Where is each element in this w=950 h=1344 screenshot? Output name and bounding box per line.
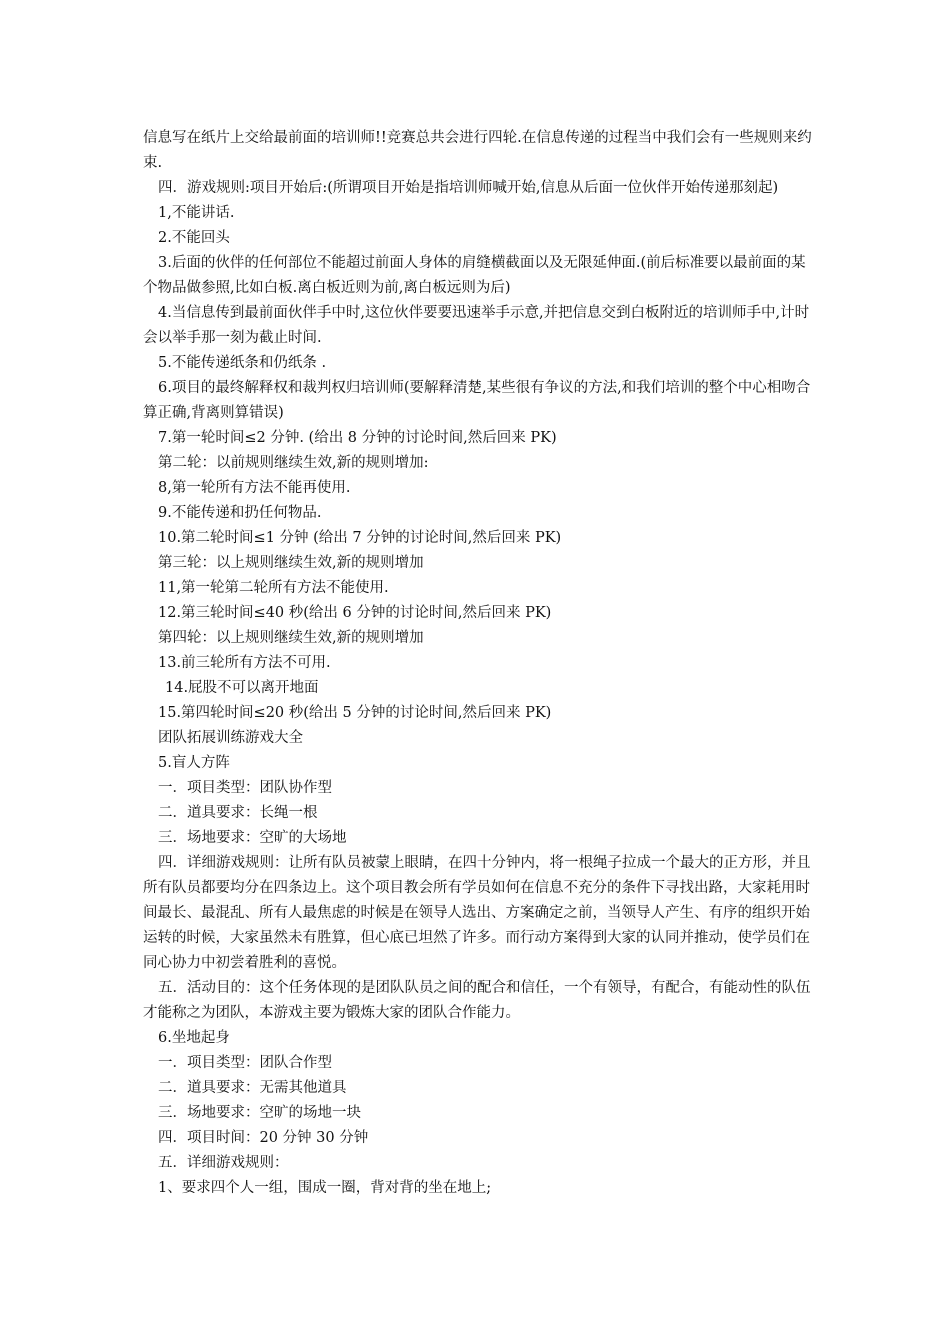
paragraph: 5.不能传递纸条和仍纸条 . [158,355,327,371]
paragraph: 一．项目类型：团队合作型 [158,1055,332,1071]
paragraph: 四．项目时间：20 分钟 30 分钟 [158,1130,369,1146]
paragraph: 二．道具要求：长绳一根 [158,805,318,821]
paragraph: 9.不能传递和扔任何物品. [158,505,322,521]
paragraph: 三．场地要求：空旷的大场地 [158,830,347,846]
paragraph: 12.第三轮时间≤40 秒(给出 6 分钟的讨论时间,然后回来 PK) [158,605,552,621]
paragraph: 第二轮：以前规则继续生效,新的规则增加: [158,455,429,471]
paragraph: 三．场地要求：空旷的场地一块 [158,1105,361,1121]
paragraph: 1,不能讲话. [158,205,235,221]
paragraph: 4.当信息传到最前面伙伴手中时,这位伙伴要要迅速举手示意,并把信息交到白板附近的培训师手中,计时会以举手那一刻为截止时间. [143,305,810,346]
paragraph: 四．游戏规则:项目开始后:(所谓项目开始是指培训师喊开始,信息从后面一位伙伴开始传递那刻起) [158,180,779,196]
paragraph: 6.项目的最终解释权和裁判权归培训师(要解释清楚,某些很有争议的方法,和我们培训的整个中心相吻合算正确,背离则算错误) [143,380,811,421]
paragraph: 信息写在纸片上交给最前面的培训师!!竞赛总共会进行四轮.在信息传递的过程当中我们会有一些规则来约束. [143,130,812,171]
paragraph: 5.盲人方阵 [158,755,230,771]
paragraph: 3.后面的伙伴的任何部位不能超过前面人身体的肩缝横截面以及无限延伸面.(前后标准要以最前面的某个物品做参照,比如白板.离白板近则为前,离白板远则为后) [143,255,806,296]
paragraph: 13.前三轮所有方法不可用. [158,655,331,671]
paragraph: 第四轮：以上规则继续生效,新的规则增加 [158,630,424,646]
paragraph: 2.不能回头 [158,230,230,246]
paragraph: 团队拓展训练游戏大全 [158,730,303,746]
paragraph: 7.第一轮时间≤2 分钟. (给出 8 分钟的讨论时间,然后回来 PK) [158,430,557,446]
document-body [143,126,815,1201]
paragraph: 8,第一轮所有方法不能再使用. [158,480,351,496]
paragraph: 五．活动目的：这个任务体现的是团队队员之间的配合和信任，一个有领导，有配合，有能动性的队伍才能称之为团队，本游戏主要为锻炼大家的团队合作能力。 [143,980,811,1021]
paragraph: 1、要求四个人一组，围成一圈，背对背的坐在地上; [158,1180,492,1196]
paragraph: 6.坐地起身 [158,1030,230,1046]
paragraph: 11,第一轮第二轮所有方法不能使用. [158,580,389,596]
paragraph: 四．详细游戏规则：让所有队员被蒙上眼睛，在四十分钟内，将一根绳子拉成一个最大的正方形，并且所有队员都要均分在四条边上。这个项目教会所有学员如何在信息不充分的条件下寻找出路，大家耗用时间最长、最混乱、所有人最焦虑的时候是在领导人选出、方案确定之前，当领导人产生、有序的组织开始运转的时候，大家虽然未有胜算，但心底已坦然了许多。而行动方案得到大家的认同并推动，使学员们在同心协力中初尝着胜利的喜悦。 [143,855,811,971]
paragraph: 第三轮：以上规则继续生效,新的规则增加 [158,555,424,571]
paragraph: 一．项目类型：团队协作型 [158,780,332,796]
paragraph: 五．详细游戏规则： [158,1155,289,1171]
paragraph: 二．道具要求：无需其他道具 [158,1080,347,1096]
paragraph: 15.第四轮时间≤20 秒(给出 5 分钟的讨论时间,然后回来 PK) [158,705,552,721]
paragraph: 10.第二轮时间≤1 分钟 (给出 7 分钟的讨论时间,然后回来 PK) [158,530,562,546]
paragraph: 14.屁股不可以离开地面 [165,680,319,696]
